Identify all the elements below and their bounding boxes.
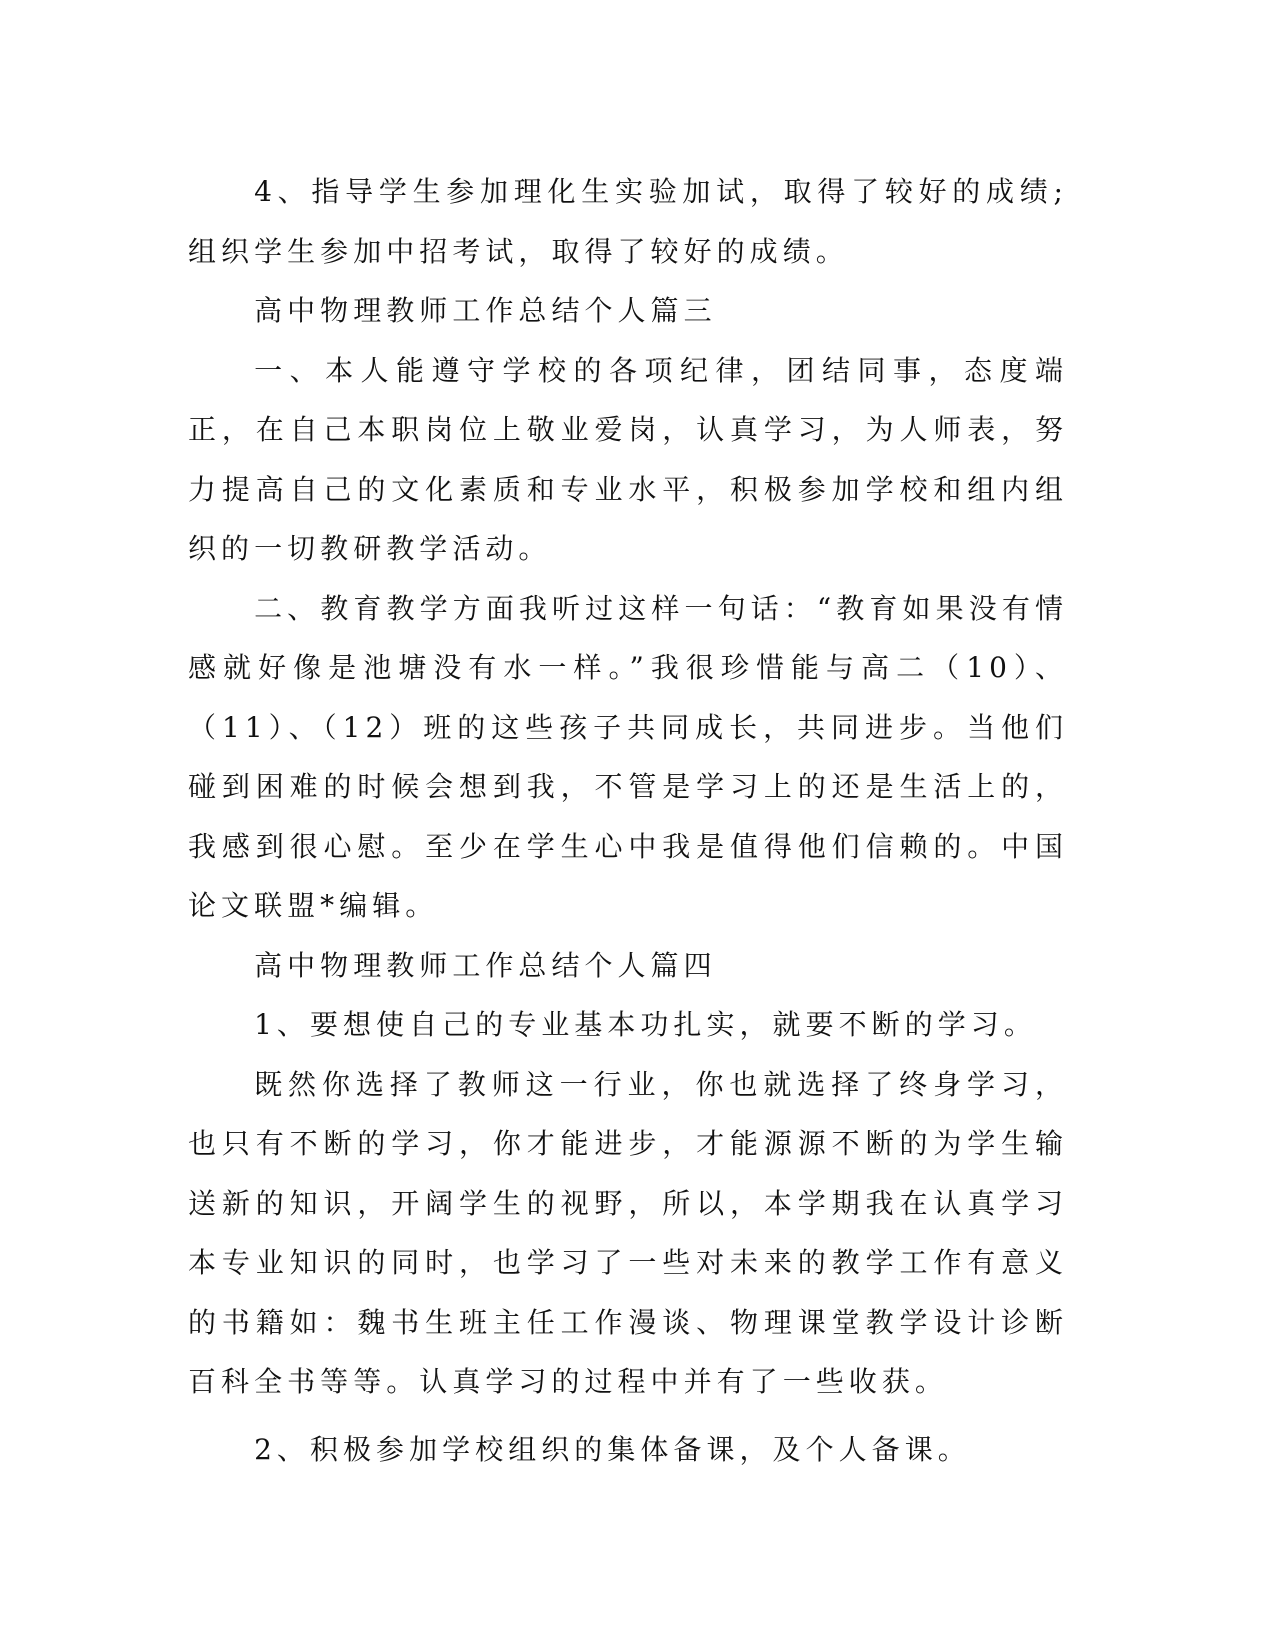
paragraph-item-4: 4、指导学生参加理化生实验加试，取得了较好的成绩;组织学生参加中招考试，取得了较好的成绩。 [188, 175, 1068, 268]
section-heading-part-4: 高中物理教师工作总结个人篇四 [254, 948, 717, 982]
paragraph-item-2: 2、积极参加学校组织的集体备课，及个人备课。 [254, 1432, 971, 1466]
section-heading-part-3: 高中物理教师工作总结个人篇三 [254, 294, 717, 327]
paragraph-teaching: 二、教育教学方面我听过这样一句话：“教育如果没有情感就好像是池塘没有水一样。”我很珍惜能与高二（10）、（11）、（12）班的这些孩子共同成长，共同进步。当他们碰到困难的时候会想到我，不管是学习上的还是生活上的，我感到很心慰。至少在学生心中我是值得他们信赖的。中国论文联盟*编辑。 [188, 591, 1068, 922]
paragraph-discipline: 一、本人能遵守学校的各项纪律，团结同事，态度端正，在自己本职岗位上敬业爱岗，认真学习，为人师表，努力提高自己的文化素质和专业水平，积极参加学校和组内组织的一切教研教学活动。 [188, 353, 1068, 565]
paragraph-lifelong-learning: 既然你选择了教师这一行业，你也就选择了终身学习，也只有不断的学习，你才能进步，才能源源不断的为学生输送新的知识，开阔学生的视野，所以，本学期我在认真学习本专业知识的同时，也学习了一些对未来的教学工作有意义的书籍如：魏书生班主任工作漫谈、物理课堂教学设计诊断百科全书等等。认真学习的过程中并有了一些收获。 [188, 1067, 1068, 1398]
document-body [188, 162, 1068, 1479]
paragraph-item-1: 1、要想使自己的专业基本功扎实，就要不断的学习。 [254, 1008, 1037, 1041]
